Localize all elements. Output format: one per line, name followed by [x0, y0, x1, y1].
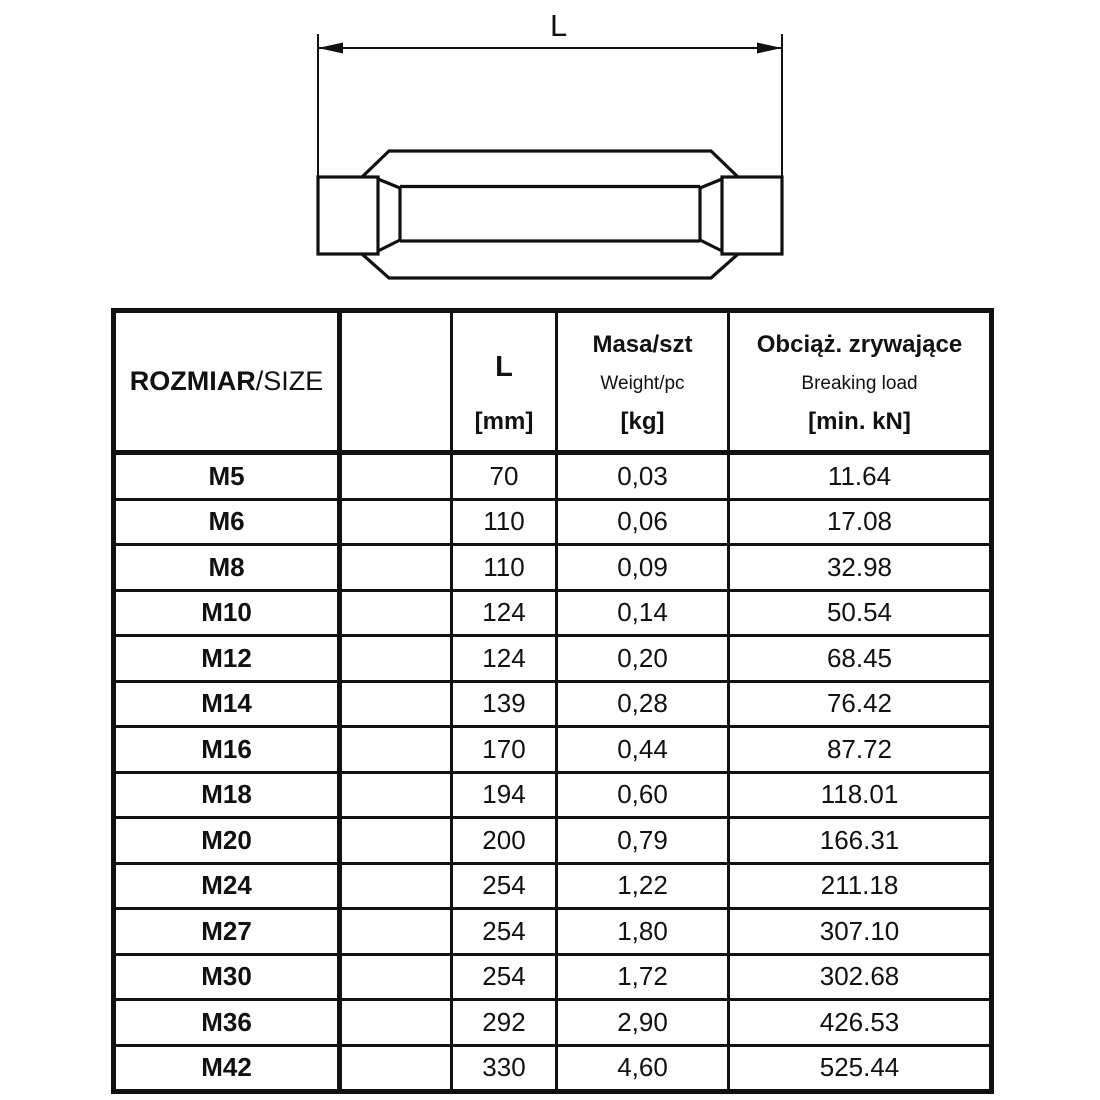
turnbuckle-diagram-svg	[0, 0, 1100, 300]
length-cell: 254	[452, 954, 557, 1000]
table-body	[114, 453, 992, 1092]
length-cell: 254	[452, 909, 557, 955]
breaking-load-cell: 118.01	[729, 772, 992, 818]
header-size-en: /SIZE	[255, 366, 324, 396]
table-row	[114, 909, 992, 955]
header-weight-column	[557, 311, 729, 453]
image-cell	[340, 727, 452, 773]
table-row	[114, 818, 992, 864]
body-outline-bottom	[362, 254, 738, 278]
breaking-load-cell: 307.10	[729, 909, 992, 955]
inner-slot	[378, 179, 722, 251]
weight-cell: 0,28	[557, 681, 729, 727]
breaking-load-cell: 426.53	[729, 1000, 992, 1046]
length-cell: 124	[452, 636, 557, 682]
size-cell: M27	[114, 909, 340, 955]
header-image-column	[340, 311, 452, 453]
header-row	[114, 311, 992, 453]
breaking-load-cell: 50.54	[729, 590, 992, 636]
image-cell	[340, 772, 452, 818]
arrowhead-right-icon	[757, 43, 782, 54]
size-cell: M18	[114, 772, 340, 818]
weight-cell: 0,20	[557, 636, 729, 682]
breaking-load-cell: 87.72	[729, 727, 992, 773]
size-cell: M14	[114, 681, 340, 727]
length-cell: 70	[452, 453, 557, 500]
size-cell: M20	[114, 818, 340, 864]
size-cell: M6	[114, 499, 340, 545]
table-row	[114, 453, 992, 500]
body-outline-top	[362, 151, 738, 177]
image-cell	[340, 1000, 452, 1046]
length-cell: 254	[452, 863, 557, 909]
weight-cell: 1,80	[557, 909, 729, 955]
table-row	[114, 681, 992, 727]
length-cell: 110	[452, 499, 557, 545]
table-row	[114, 772, 992, 818]
header-length-symbol: L	[495, 351, 513, 383]
length-cell: 292	[452, 1000, 557, 1046]
header-load-column	[729, 311, 992, 453]
image-cell	[340, 636, 452, 682]
dimension-annotation	[318, 34, 782, 177]
image-cell	[340, 681, 452, 727]
breaking-load-cell: 302.68	[729, 954, 992, 1000]
table-header	[114, 311, 992, 453]
size-cell: M24	[114, 863, 340, 909]
table-row	[114, 590, 992, 636]
table-row	[114, 1045, 992, 1092]
header-size-pl: ROZMIAR	[129, 366, 256, 396]
weight-cell: 0,14	[557, 590, 729, 636]
table-row	[114, 545, 992, 591]
image-cell	[340, 909, 452, 955]
length-cell: 194	[452, 772, 557, 818]
table-row	[114, 954, 992, 1000]
breaking-load-cell: 17.08	[729, 499, 992, 545]
weight-cell: 1,22	[557, 863, 729, 909]
length-cell: 170	[452, 727, 557, 773]
header-length-column	[452, 311, 557, 453]
breaking-load-cell: 525.44	[729, 1045, 992, 1092]
right-end-boss	[722, 177, 782, 254]
size-cell: M8	[114, 545, 340, 591]
image-cell	[340, 545, 452, 591]
breaking-load-cell: 11.64	[729, 453, 992, 500]
length-cell: 110	[452, 545, 557, 591]
weight-cell: 2,90	[557, 1000, 729, 1046]
turnbuckle-body	[318, 151, 782, 278]
weight-cell: 0,09	[557, 545, 729, 591]
table-row	[114, 863, 992, 909]
length-cell: 124	[452, 590, 557, 636]
size-cell: M5	[114, 453, 340, 500]
size-cell: M12	[114, 636, 340, 682]
table-row	[114, 636, 992, 682]
turnbuckle-drawing	[0, 0, 1100, 300]
length-cell: 330	[452, 1045, 557, 1092]
weight-cell: 0,44	[557, 727, 729, 773]
length-cell: 139	[452, 681, 557, 727]
weight-cell: 0,06	[557, 499, 729, 545]
table-row	[114, 1000, 992, 1046]
weight-cell: 4,60	[557, 1045, 729, 1092]
header-weight-en: Weight/pc	[600, 372, 685, 394]
image-cell	[340, 499, 452, 545]
breaking-load-cell: 166.31	[729, 818, 992, 864]
header-weight-unit: [kg]	[620, 408, 665, 435]
header-length-unit: [mm]	[474, 408, 534, 435]
weight-cell: 1,72	[557, 954, 729, 1000]
dimension-label: L	[544, 10, 573, 41]
weight-cell: 0,03	[557, 453, 729, 500]
size-cell: M36	[114, 1000, 340, 1046]
header-load-unit: [min. kN]	[808, 408, 911, 435]
weight-cell: 0,60	[557, 772, 729, 818]
header-weight-pl: Masa/szt	[592, 331, 693, 358]
image-cell	[340, 818, 452, 864]
breaking-load-cell: 32.98	[729, 545, 992, 591]
size-cell: M30	[114, 954, 340, 1000]
arrowhead-left-icon	[318, 43, 343, 54]
length-cell: 200	[452, 818, 557, 864]
image-cell	[340, 590, 452, 636]
header-load-pl: Obciąż. zrywające	[756, 331, 963, 358]
table-row	[114, 499, 992, 545]
breaking-load-cell: 211.18	[729, 863, 992, 909]
header-load-en: Breaking load	[801, 372, 918, 394]
left-end-boss	[318, 177, 378, 254]
image-cell	[340, 453, 452, 500]
image-cell	[340, 863, 452, 909]
weight-cell: 0,79	[557, 818, 729, 864]
breaking-load-cell: 76.42	[729, 681, 992, 727]
size-cell: M16	[114, 727, 340, 773]
table-row	[114, 727, 992, 773]
size-cell: M42	[114, 1045, 340, 1092]
breaking-load-cell: 68.45	[729, 636, 992, 682]
header-size-column	[114, 311, 340, 453]
image-cell	[340, 1045, 452, 1092]
spec-table	[111, 308, 994, 1094]
size-cell: M10	[114, 590, 340, 636]
image-cell	[340, 954, 452, 1000]
